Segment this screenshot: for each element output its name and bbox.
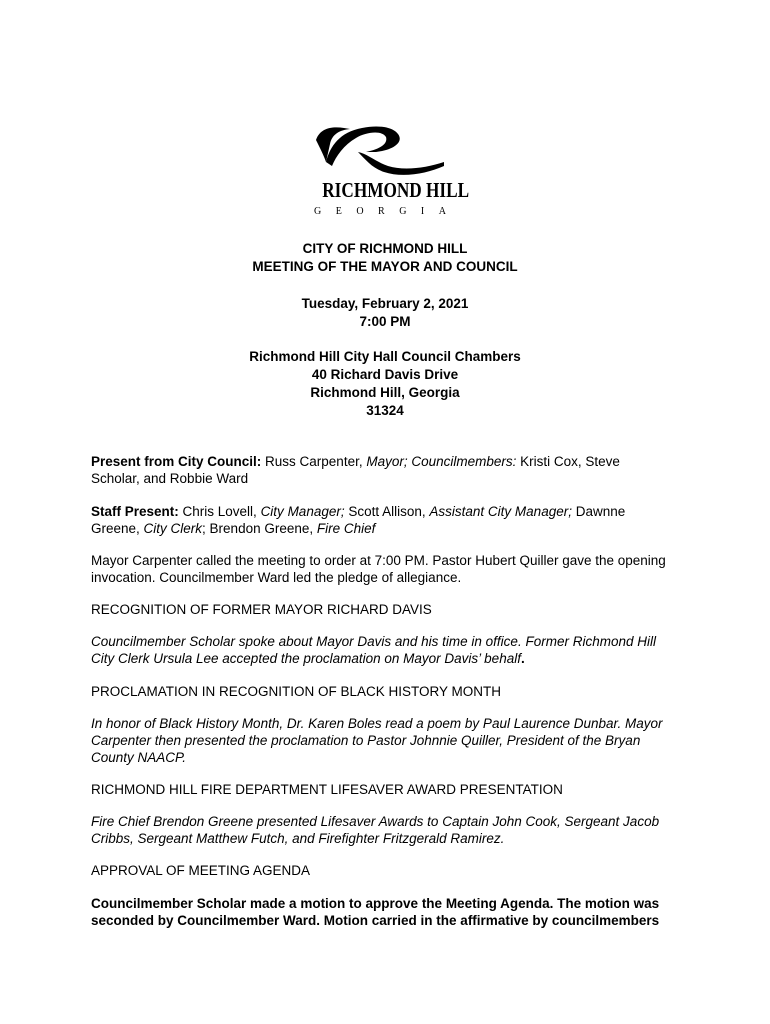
- staff-label: Staff Present:: [91, 504, 179, 519]
- staff-title: City Manager;: [260, 504, 345, 519]
- staff-title: Assistant City Manager;: [429, 504, 572, 519]
- logo-sub-letter: E: [335, 206, 342, 217]
- title-line-2: MEETING OF THE MAYOR AND COUNCIL: [252, 259, 518, 274]
- section-text: Fire Chief Brendon Greene presented Lifesaver Awards to Captain John Cook, Sergeant Jacob Cribbs, Sergeant Matthew Futch, and Firefighter Fritzgerald Ramirez.: [91, 814, 660, 846]
- logo-sub-letter: O: [356, 206, 364, 217]
- mayor-title: Mayor; Councilmembers:: [366, 454, 517, 469]
- meeting-time: 7:00 PM: [359, 314, 411, 329]
- staff-name: ; Brendon Greene,: [202, 521, 317, 536]
- section-text-end: .: [520, 651, 525, 666]
- staff-title: Fire Chief: [316, 521, 376, 536]
- document-title: [0, 240, 770, 276]
- section-text-body: Councilmember Scholar spoke about Mayor Davis and his time in office. Former Richmond Hill City Clerk Ursula Lee accepted the proclamation on Mayor Davis’ behalf: [91, 634, 656, 666]
- section-heading: RECOGNITION OF FORMER MAYOR RICHARD DAVIS: [91, 602, 432, 617]
- title-line-1: CITY OF RICHMOND HILL: [302, 241, 468, 256]
- call-to-order-paragraph: Mayor Carpenter called the meeting to order at 7:00 PM. Pastor Hubert Quiller gave the opening invocation. Councilmember Ward led the pledge of allegiance.: [91, 553, 666, 585]
- logo-sub-letter: G: [399, 206, 407, 217]
- council-members: Kristi Cox, Steve Scholar, and Robbie Ward: [91, 454, 620, 486]
- meeting-date: Tuesday, February 2, 2021: [301, 296, 469, 311]
- street-address: 40 Richard Davis Drive: [311, 367, 459, 382]
- present-council-paragraph: [91, 453, 671, 487]
- logo-sub-letter: I: [420, 206, 425, 217]
- staff-name: Chris Lovell,: [178, 504, 261, 519]
- section-heading: APPROVAL OF MEETING AGENDA: [91, 863, 311, 878]
- section-text: In honor of Black History Month, Dr. Karen Boles read a poem by Paul Laurence Dunbar. Mayor Carpenter then presented the proclamation to Pastor Johnnie Quiller, President of the Bryan County NAACP.: [91, 716, 663, 765]
- logo-wordmark: RICHMOND HILL: [322, 178, 470, 202]
- section-text: Councilmember Scholar made a motion to approve the Meeting Agenda. The motion was seconded by Councilmember Ward. Motion carried in the affirmative by councilmembers: [91, 896, 660, 928]
- section-text: [91, 633, 671, 667]
- richmond-hill-logo: [310, 122, 470, 222]
- rh-monogram-icon: [310, 122, 450, 180]
- logo-sub-letter: G: [314, 206, 322, 217]
- meeting-location: [0, 348, 770, 420]
- logo-subtitle: [314, 206, 446, 217]
- logo-sub-letter: R: [378, 206, 385, 217]
- staff-title: City Clerk: [143, 521, 203, 536]
- meeting-datetime: [0, 295, 770, 331]
- zip-code: 31324: [366, 403, 404, 418]
- city-state: Richmond Hill, Georgia: [310, 385, 460, 400]
- section-heading: PROCLAMATION IN RECOGNITION OF BLACK HISTORY MONTH: [91, 684, 502, 699]
- present-label: Present from City Council:: [91, 454, 262, 469]
- venue: Richmond Hill City Hall Council Chambers: [249, 349, 521, 364]
- section-heading: RICHMOND HILL FIRE DEPARTMENT LIFESAVER AWARD PRESENTATION: [91, 782, 563, 797]
- staff-name: Scott Allison,: [344, 504, 430, 519]
- mayor-name: Russ Carpenter,: [261, 454, 367, 469]
- staff-name: Dawnne Greene,: [91, 504, 626, 536]
- logo-sub-letter: A: [438, 206, 446, 217]
- staff-present-paragraph: [91, 503, 671, 537]
